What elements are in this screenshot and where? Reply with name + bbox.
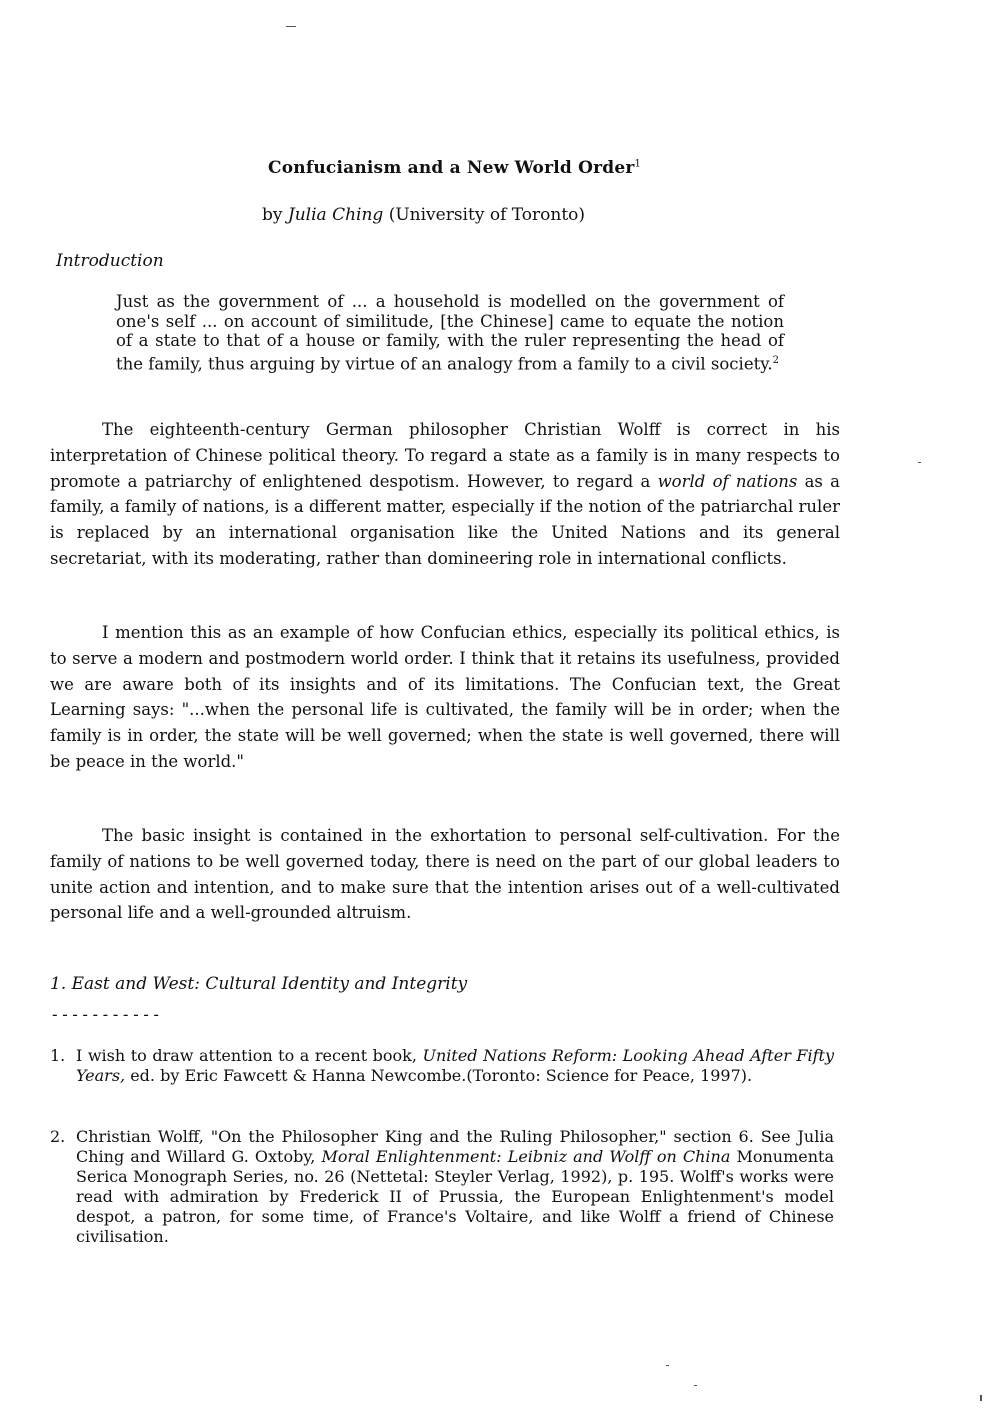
byline xyxy=(262,205,585,225)
scan-speck xyxy=(918,462,921,463)
title-text: Confucianism and a New World Order xyxy=(268,158,635,178)
footnote-1-text xyxy=(76,1046,834,1086)
introduction-heading: Introduction xyxy=(56,251,164,271)
scan-speck xyxy=(980,1395,982,1401)
footnote-2-part-1: Christian Wolff, "On the Philosopher King and the Ruling Philosopher," section 6. See Julia Ching and Willard G. Oxtoby, xyxy=(76,1127,834,1166)
paragraph-2: I mention this as an example of how Confucian ethics, especially its political ethics, is to serve a modern and postmodern world order. I think that it retains its usefulness, provided we are aware both of its insights and of its limitations. The Confucian text, the Great Learning says: "...when the personal life is cultivated, the family will be in order; when the family is in order, the state will be well governed; when the state is well governed, there will be peace in the world." xyxy=(50,623,840,771)
section-1-heading: 1. East and West: Cultural Identity and Integrity xyxy=(50,974,468,994)
scan-speck xyxy=(286,26,296,27)
footnote-1-part-2: ed. by Eric Fawcett & Hanna Newcombe.(Toronto: Science for Peace, 1997). xyxy=(125,1066,753,1085)
scan-speck xyxy=(666,1365,669,1366)
title-footnote-marker: 1 xyxy=(634,158,642,170)
footnote-separator: ----------- xyxy=(50,1005,162,1024)
paragraph-1 xyxy=(50,417,840,572)
footnote-1 xyxy=(50,1046,834,1086)
footnote-2 xyxy=(50,1127,834,1247)
byline-prefix: by xyxy=(262,205,288,225)
document-title xyxy=(268,158,641,178)
paragraph-1-emphasis: world of nations xyxy=(657,471,798,491)
footnote-1-number: 1. xyxy=(50,1046,66,1065)
quote-text: Just as the government of ... a household is modelled on the government of one's self ... on account of similitude, [the Chinese] came to equate the notion of a state to that of a house or family, with the ruler representing the head of the family, thus arguing by virtue of an analogy from a family to a civil society. xyxy=(116,292,784,373)
scan-speck xyxy=(694,1385,697,1386)
paragraph-3: The basic insight is contained in the exhortation to personal self-cultivation. For the family of nations to be well governed today, there is need on the part of our global leaders to unite action and intention, and to make sure that the intention arises out of a well-cultivated personal life and a well-grounded altruism. xyxy=(50,826,840,923)
author-name: Julia Ching xyxy=(287,205,384,225)
quote-footnote-marker: 2 xyxy=(772,354,779,366)
footnote-2-text xyxy=(76,1127,834,1247)
author-affiliation: (University of Toronto) xyxy=(383,205,586,225)
epigraph-quote xyxy=(116,292,784,374)
footnote-2-book-title: Moral Enlightenment: Leibniz and Wolff on China xyxy=(321,1147,731,1166)
footnote-2-part-2: Monumenta Serica Monograph Series, no. 26 (Nettetal: Steyler Verlag, 1992), p. 195. Wolff's works were read with admiration by Frederick II of Prussia, the European Enlightenment's model despot, a patron, for some time, of France's Voltaire, and like Wolff a friend of Chinese civilisation. xyxy=(76,1147,834,1246)
paragraph-1-part-2: as a family, a family of nations, is a different matter, especially if the notion of the patriarchal ruler is replaced by an international organisation like the United Nations and its general secretariat, with its moderating, rather than domineering role in international conflicts. xyxy=(50,471,840,568)
footnote-2-number: 2. xyxy=(50,1127,66,1146)
footnote-1-part-1: I wish to draw attention to a recent book, xyxy=(76,1046,423,1065)
paragraph-1-part-1: The eighteenth-century German philosopher Christian Wolff is correct in his interpretation of Chinese political theory. To regard a state as a family is in many respects to promote a patriarchy of enlightened despotism. However, to regard a xyxy=(50,420,840,491)
footnote-1-book-title: United Nations Reform: Looking Ahead After Fifty Years, xyxy=(76,1046,834,1085)
